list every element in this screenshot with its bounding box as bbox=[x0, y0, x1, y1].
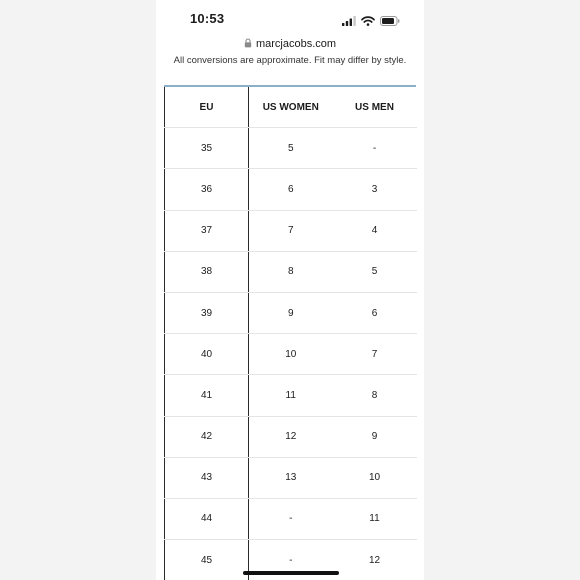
battery-icon bbox=[380, 13, 400, 31]
table-row bbox=[165, 292, 417, 333]
cell-us-women: - bbox=[249, 498, 333, 539]
right-background-panel bbox=[424, 0, 580, 580]
cell-us-men: 7 bbox=[333, 334, 417, 375]
address-bar[interactable] bbox=[156, 36, 424, 52]
cell-eu: 37 bbox=[165, 210, 249, 251]
column-header-us-women: US WOMEN bbox=[249, 87, 333, 128]
cell-us-men: 10 bbox=[333, 457, 417, 498]
cell-eu: 36 bbox=[165, 169, 249, 210]
cell-us-men: 5 bbox=[333, 251, 417, 292]
cell-us-women: 8 bbox=[249, 251, 333, 292]
cell-us-women: 13 bbox=[249, 457, 333, 498]
cell-us-women: 7 bbox=[249, 210, 333, 251]
table-row bbox=[165, 457, 417, 498]
table-row bbox=[165, 169, 417, 210]
table-row bbox=[165, 375, 417, 416]
cell-us-men: 9 bbox=[333, 416, 417, 457]
status-icons bbox=[342, 13, 400, 31]
cell-eu: 39 bbox=[165, 292, 249, 333]
size-conversion-table bbox=[164, 85, 416, 580]
cell-us-men: 6 bbox=[333, 292, 417, 333]
cell-us-men: 4 bbox=[333, 210, 417, 251]
cell-us-men: 3 bbox=[333, 169, 417, 210]
cell-us-men: 12 bbox=[333, 540, 417, 580]
cell-us-women: 9 bbox=[249, 292, 333, 333]
table-row bbox=[165, 334, 417, 375]
phone-screen bbox=[156, 0, 424, 580]
cell-us-women: 10 bbox=[249, 334, 333, 375]
lock-icon bbox=[244, 38, 252, 51]
table-row bbox=[165, 128, 417, 169]
cell-eu: 42 bbox=[165, 416, 249, 457]
wifi-icon bbox=[361, 13, 375, 31]
cell-eu: 43 bbox=[165, 457, 249, 498]
column-header-eu: EU bbox=[165, 87, 249, 128]
cell-eu: 40 bbox=[165, 334, 249, 375]
table-row bbox=[165, 416, 417, 457]
status-bar bbox=[156, 0, 424, 34]
table-row bbox=[165, 251, 417, 292]
cell-us-men: 11 bbox=[333, 498, 417, 539]
cell-us-women: 12 bbox=[249, 416, 333, 457]
signal-icon bbox=[342, 13, 356, 31]
cell-eu: 38 bbox=[165, 251, 249, 292]
table-header-row bbox=[165, 87, 417, 128]
url-domain: marcjacobs.com bbox=[255, 38, 337, 50]
cell-us-women: 5 bbox=[249, 128, 333, 169]
cell-eu: 41 bbox=[165, 375, 249, 416]
cell-eu: 44 bbox=[165, 498, 249, 539]
home-indicator[interactable] bbox=[243, 571, 339, 575]
cell-eu: 45 bbox=[165, 540, 249, 580]
left-background-panel bbox=[0, 0, 156, 580]
cell-us-women: 6 bbox=[249, 169, 333, 210]
conversion-note: All conversions are approximate. Fit may differ by style. bbox=[173, 55, 407, 66]
cell-us-men: 8 bbox=[333, 375, 417, 416]
cell-us-women: - bbox=[249, 540, 333, 580]
table-row bbox=[165, 498, 417, 539]
table-row bbox=[165, 210, 417, 251]
cell-us-women: 11 bbox=[249, 375, 333, 416]
status-time: 10:53 bbox=[190, 11, 225, 26]
column-header-us-men: US MEN bbox=[333, 87, 417, 128]
cell-eu: 35 bbox=[165, 128, 249, 169]
cell-us-men: - bbox=[333, 128, 417, 169]
